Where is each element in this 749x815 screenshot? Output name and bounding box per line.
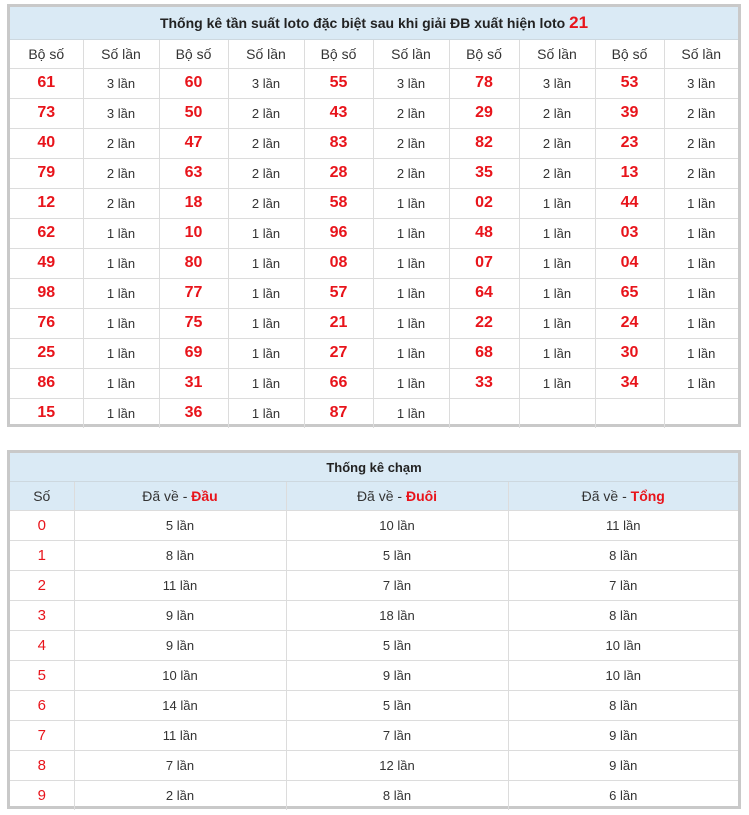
cham-tong-count: 10 lần: [508, 660, 738, 690]
loto-count: 2 lần: [83, 188, 159, 218]
loto-count: 1 lần: [519, 248, 595, 278]
table-row: [10, 540, 738, 570]
loto-count: 1 lần: [83, 398, 159, 428]
header-bo-so: Bộ số: [304, 40, 373, 68]
loto-number: 64: [449, 278, 519, 308]
loto-count: 1 lần: [83, 308, 159, 338]
loto-number: 15: [10, 398, 83, 428]
header-so: Số: [10, 482, 74, 510]
loto-count: 1 lần: [228, 368, 304, 398]
loto-number: 77: [159, 278, 228, 308]
cham-header-row: [10, 482, 738, 510]
cham-digit: 9: [10, 780, 74, 810]
table-row: [10, 660, 738, 690]
loto-count: 2 lần: [664, 128, 738, 158]
loto-number: 65: [595, 278, 664, 308]
cham-tong-count: 8 lần: [508, 540, 738, 570]
header-so-lan: Số lần: [83, 40, 159, 68]
loto-count: 2 lần: [228, 128, 304, 158]
cham-duoi-count: 5 lần: [286, 630, 508, 660]
loto-number: 44: [595, 188, 664, 218]
loto-count: 1 lần: [228, 218, 304, 248]
loto-number: 04: [595, 248, 664, 278]
loto-number: 82: [449, 128, 519, 158]
header-so-lan: Số lần: [519, 40, 595, 68]
loto-count: 1 lần: [83, 218, 159, 248]
loto-number: 83: [304, 128, 373, 158]
loto-number: 60: [159, 68, 228, 98]
loto-number: 50: [159, 98, 228, 128]
loto-number: 13: [595, 158, 664, 188]
loto-count: 1 lần: [83, 338, 159, 368]
header-dau: [74, 482, 286, 510]
loto-count: 2 lần: [228, 158, 304, 188]
loto-count: 1 lần: [519, 188, 595, 218]
loto-number: 36: [159, 398, 228, 428]
loto-number: 22: [449, 308, 519, 338]
loto-number: 31: [159, 368, 228, 398]
table-row: [10, 158, 738, 188]
loto-count: 1 lần: [664, 218, 738, 248]
loto-count: 1 lần: [664, 338, 738, 368]
loto-count: 2 lần: [83, 158, 159, 188]
cham-digit: 7: [10, 720, 74, 750]
loto-count: 1 lần: [83, 368, 159, 398]
loto-count: 2 lần: [519, 128, 595, 158]
frequency-panel: [7, 4, 741, 427]
loto-count: 3 lần: [373, 68, 449, 98]
cham-duoi-count: 12 lần: [286, 750, 508, 780]
cham-duoi-count: 5 lần: [286, 690, 508, 720]
loto-count: 1 lần: [664, 188, 738, 218]
loto-number: 30: [595, 338, 664, 368]
loto-number: 57: [304, 278, 373, 308]
cham-duoi-count: 18 lần: [286, 600, 508, 630]
cham-digit: 0: [10, 510, 74, 540]
loto-count: 1 lần: [228, 248, 304, 278]
loto-number: 55: [304, 68, 373, 98]
loto-number: 75: [159, 308, 228, 338]
frequency-title-text: Thống kê tần suất loto đặc biệt sau khi giải ĐB xuất hiện loto: [159, 15, 566, 31]
loto-count: 1 lần: [519, 368, 595, 398]
loto-number: 33: [449, 368, 519, 398]
loto-count: 1 lần: [228, 308, 304, 338]
loto-count: 1 lần: [373, 218, 449, 248]
frequency-title-number: 21: [569, 13, 589, 32]
loto-count: 1 lần: [373, 368, 449, 398]
header-so-lan: Số lần: [228, 40, 304, 68]
loto-number: 69: [159, 338, 228, 368]
loto-count: 1 lần: [373, 398, 449, 428]
loto-count: 2 lần: [373, 98, 449, 128]
loto-count: 2 lần: [228, 188, 304, 218]
loto-count: 1 lần: [373, 338, 449, 368]
loto-number: 23: [595, 128, 664, 158]
loto-number: 87: [304, 398, 373, 428]
table-row: [10, 308, 738, 338]
loto-number: 96: [304, 218, 373, 248]
loto-count: 1 lần: [519, 308, 595, 338]
header-tong-label: Tổng: [630, 487, 665, 504]
loto-number: [449, 398, 519, 428]
loto-number: 25: [10, 338, 83, 368]
loto-number: 76: [10, 308, 83, 338]
cham-tong-count: 8 lần: [508, 690, 738, 720]
cham-tong-count: 8 lần: [508, 600, 738, 630]
table-row: [10, 720, 738, 750]
loto-number: 03: [595, 218, 664, 248]
table-row: [10, 398, 738, 428]
loto-number: 80: [159, 248, 228, 278]
cham-dau-count: 2 lần: [74, 780, 286, 810]
cham-dau-count: 9 lần: [74, 630, 286, 660]
loto-number: [595, 398, 664, 428]
loto-count: 2 lần: [519, 158, 595, 188]
frequency-title: [10, 7, 738, 40]
loto-count: 1 lần: [228, 398, 304, 428]
loto-count: 2 lần: [664, 98, 738, 128]
cham-tong-count: 9 lần: [508, 750, 738, 780]
loto-count: 1 lần: [664, 368, 738, 398]
cham-title: Thống kê chạm: [10, 453, 738, 482]
loto-count: 1 lần: [373, 278, 449, 308]
loto-count: 2 lần: [664, 158, 738, 188]
loto-count: 1 lần: [664, 278, 738, 308]
cham-dau-count: 10 lần: [74, 660, 286, 690]
loto-number: 12: [10, 188, 83, 218]
table-row: [10, 750, 738, 780]
cham-digit: 5: [10, 660, 74, 690]
loto-count: 3 lần: [664, 68, 738, 98]
table-row: [10, 338, 738, 368]
table-row: [10, 248, 738, 278]
header-tong: [508, 482, 738, 510]
table-row: [10, 188, 738, 218]
cham-duoi-count: 9 lần: [286, 660, 508, 690]
loto-number: 79: [10, 158, 83, 188]
cham-table: [10, 482, 738, 810]
table-row: [10, 368, 738, 398]
table-row: [10, 630, 738, 660]
loto-number: 62: [10, 218, 83, 248]
header-duoi: [286, 482, 508, 510]
loto-number: 27: [304, 338, 373, 368]
cham-duoi-count: 8 lần: [286, 780, 508, 810]
header-bo-so: Bộ số: [159, 40, 228, 68]
cham-tong-count: 11 lần: [508, 510, 738, 540]
table-row: [10, 128, 738, 158]
loto-number: 73: [10, 98, 83, 128]
loto-number: 61: [10, 68, 83, 98]
loto-number: 28: [304, 158, 373, 188]
cham-dau-count: 9 lần: [74, 600, 286, 630]
header-bo-so: Bộ số: [449, 40, 519, 68]
cham-table-body: [10, 510, 738, 810]
cham-dau-count: 5 lần: [74, 510, 286, 540]
loto-count: 1 lần: [664, 248, 738, 278]
cham-tong-count: 10 lần: [508, 630, 738, 660]
cham-tong-count: 7 lần: [508, 570, 738, 600]
loto-number: 10: [159, 218, 228, 248]
loto-number: 43: [304, 98, 373, 128]
cham-duoi-count: 7 lần: [286, 720, 508, 750]
loto-count: 2 lần: [519, 98, 595, 128]
table-row: [10, 570, 738, 600]
header-tong-prefix: Đã về -: [581, 487, 631, 504]
loto-count: 1 lần: [664, 308, 738, 338]
loto-number: 47: [159, 128, 228, 158]
loto-count: 1 lần: [373, 188, 449, 218]
loto-number: 39: [595, 98, 664, 128]
header-so-lan: Số lần: [664, 40, 738, 68]
cham-digit: 1: [10, 540, 74, 570]
cham-duoi-count: 5 lần: [286, 540, 508, 570]
loto-number: 21: [304, 308, 373, 338]
frequency-header-row: [10, 40, 738, 68]
cham-tong-count: 9 lần: [508, 720, 738, 750]
cham-digit: 8: [10, 750, 74, 780]
loto-count: 2 lần: [228, 98, 304, 128]
loto-count: 3 lần: [83, 98, 159, 128]
loto-count: 3 lần: [519, 68, 595, 98]
loto-count: 1 lần: [228, 278, 304, 308]
loto-count: 1 lần: [373, 308, 449, 338]
loto-number: 02: [449, 188, 519, 218]
loto-number: 34: [595, 368, 664, 398]
loto-number: 48: [449, 218, 519, 248]
loto-number: 68: [449, 338, 519, 368]
table-row: [10, 510, 738, 540]
header-bo-so: Bộ số: [595, 40, 664, 68]
header-dau-label: Đầu: [191, 487, 218, 504]
loto-count: 1 lần: [228, 338, 304, 368]
loto-number: 63: [159, 158, 228, 188]
header-bo-so: Bộ số: [10, 40, 83, 68]
frequency-table-body: [10, 68, 738, 428]
loto-number: 18: [159, 188, 228, 218]
loto-count: 2 lần: [373, 158, 449, 188]
loto-number: 86: [10, 368, 83, 398]
loto-number: 53: [595, 68, 664, 98]
loto-number: 07: [449, 248, 519, 278]
table-row: [10, 780, 738, 810]
table-row: [10, 68, 738, 98]
cham-dau-count: 11 lần: [74, 570, 286, 600]
cham-dau-count: 7 lần: [74, 750, 286, 780]
loto-number: 29: [449, 98, 519, 128]
loto-number: 49: [10, 248, 83, 278]
loto-count: 1 lần: [373, 248, 449, 278]
cham-duoi-count: 7 lần: [286, 570, 508, 600]
loto-count: 1 lần: [83, 248, 159, 278]
table-row: [10, 278, 738, 308]
loto-number: 66: [304, 368, 373, 398]
table-row: [10, 218, 738, 248]
loto-count: 1 lần: [519, 218, 595, 248]
loto-number: 24: [595, 308, 664, 338]
table-row: [10, 600, 738, 630]
cham-panel: [7, 450, 741, 809]
loto-count: 1 lần: [519, 278, 595, 308]
cham-digit: 6: [10, 690, 74, 720]
cham-digit: 4: [10, 630, 74, 660]
loto-count: 2 lần: [83, 128, 159, 158]
cham-tong-count: 6 lần: [508, 780, 738, 810]
loto-count: 1 lần: [83, 278, 159, 308]
loto-count: [664, 398, 738, 428]
loto-number: 35: [449, 158, 519, 188]
frequency-table: [10, 40, 738, 428]
header-dau-prefix: Đã về -: [142, 487, 192, 504]
loto-number: 40: [10, 128, 83, 158]
cham-duoi-count: 10 lần: [286, 510, 508, 540]
loto-count: 2 lần: [373, 128, 449, 158]
loto-count: [519, 398, 595, 428]
loto-count: 3 lần: [83, 68, 159, 98]
loto-number: 78: [449, 68, 519, 98]
loto-number: 98: [10, 278, 83, 308]
cham-digit: 2: [10, 570, 74, 600]
cham-dau-count: 11 lần: [74, 720, 286, 750]
loto-count: 3 lần: [228, 68, 304, 98]
cham-digit: 3: [10, 600, 74, 630]
table-row: [10, 690, 738, 720]
cham-dau-count: 8 lần: [74, 540, 286, 570]
header-so-lan: Số lần: [373, 40, 449, 68]
loto-count: 1 lần: [519, 338, 595, 368]
header-duoi-label: Đuôi: [405, 487, 438, 504]
cham-dau-count: 14 lần: [74, 690, 286, 720]
loto-number: 08: [304, 248, 373, 278]
loto-number: 58: [304, 188, 373, 218]
header-duoi-prefix: Đã về -: [356, 487, 406, 504]
table-row: [10, 98, 738, 128]
